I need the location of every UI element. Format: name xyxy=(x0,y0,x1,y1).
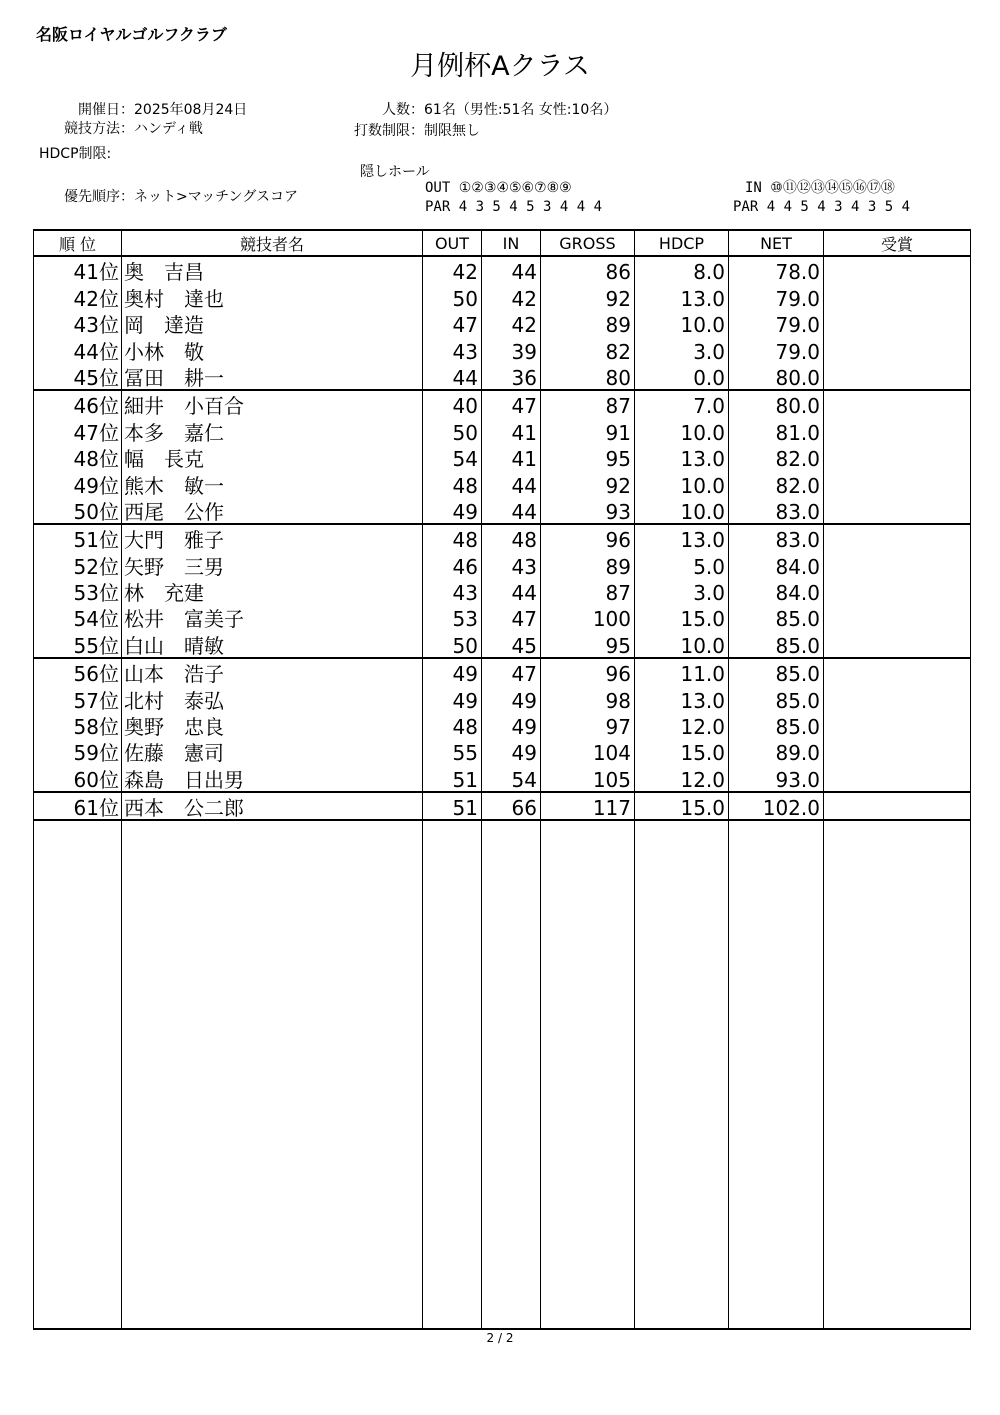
cell-rank: 61位 xyxy=(34,792,122,820)
cell-net: 85.0 xyxy=(729,685,824,711)
info-date: 開催日：2025年08月24日 xyxy=(40,101,247,119)
cell-hdcp: 11.0 xyxy=(635,658,729,685)
cell-hdcp: 15.0 xyxy=(635,792,729,820)
cell-in: 42 xyxy=(482,283,541,309)
cell-net: 102.0 xyxy=(729,792,824,820)
cell-out: 43 xyxy=(423,336,482,362)
info-priority: 優先順序：ネット>マッチングスコア xyxy=(40,188,298,206)
cell-award xyxy=(824,551,971,577)
cell-hdcp: 12.0 xyxy=(635,764,729,791)
page-number: 2 / 2 xyxy=(486,1331,514,1345)
cell-award xyxy=(824,685,971,711)
cell-out: 51 xyxy=(423,764,482,791)
cell-rank: 50位 xyxy=(34,497,122,524)
cell-out: 49 xyxy=(423,685,482,711)
cell-gross: 89 xyxy=(541,551,635,577)
cell-rank: 60位 xyxy=(34,764,122,791)
out-label: OUT xyxy=(425,180,451,196)
cell-rank: 54位 xyxy=(34,604,122,630)
table-row xyxy=(34,604,971,630)
cell-gross: 87 xyxy=(541,578,635,604)
cell-award xyxy=(824,578,971,604)
cell-gross: 82 xyxy=(541,336,635,362)
cell-gross: 98 xyxy=(541,685,635,711)
cell-net: 83.0 xyxy=(729,524,824,551)
cell-gross: 80 xyxy=(541,363,635,390)
cell-hdcp: 10.0 xyxy=(635,417,729,443)
cell-hdcp: 10.0 xyxy=(635,630,729,657)
cell-rank: 48位 xyxy=(34,444,122,470)
cell-name: 岡 達造 xyxy=(122,310,423,336)
cell-out: 53 xyxy=(423,604,482,630)
cell-name: 奥村 達也 xyxy=(122,283,423,309)
cell-hdcp: 13.0 xyxy=(635,444,729,470)
cell-gross: 96 xyxy=(541,658,635,685)
hidden-hole-label: 隠しホール xyxy=(360,164,430,180)
cell-award xyxy=(824,470,971,496)
cell-gross: 117 xyxy=(541,792,635,820)
cell-award xyxy=(824,444,971,470)
cell-rank: 46位 xyxy=(34,390,122,417)
table-filler xyxy=(34,820,971,1329)
table-row xyxy=(34,256,971,283)
cell-net: 85.0 xyxy=(729,658,824,685)
cell-name: 北村 泰弘 xyxy=(122,685,423,711)
cell-name: 細井 小百合 xyxy=(122,390,423,417)
priority-value: ネット>マッチングスコア xyxy=(134,189,299,205)
out-hole-numbers: ①②③④⑤⑥⑦⑧⑨ xyxy=(458,180,572,196)
cell-in: 39 xyxy=(482,336,541,362)
cell-in: 36 xyxy=(482,363,541,390)
cell-net: 93.0 xyxy=(729,764,824,791)
table-row xyxy=(34,658,971,685)
cell-gross: 95 xyxy=(541,444,635,470)
cell-in: 44 xyxy=(482,497,541,524)
cell-out: 50 xyxy=(423,283,482,309)
cell-name: 白山 晴敏 xyxy=(122,630,423,657)
cell-hdcp: 8.0 xyxy=(635,256,729,283)
col-hdcp: HDCP xyxy=(635,230,729,256)
cell-rank: 51位 xyxy=(34,524,122,551)
col-out: OUT xyxy=(423,230,482,256)
in-label: IN xyxy=(745,180,762,196)
cell-rank: 41位 xyxy=(34,256,122,283)
col-net: NET xyxy=(729,230,824,256)
cell-hdcp: 13.0 xyxy=(635,685,729,711)
cell-name: 奥 吉昌 xyxy=(122,256,423,283)
cell-out: 50 xyxy=(423,630,482,657)
cell-in: 42 xyxy=(482,310,541,336)
cell-gross: 96 xyxy=(541,524,635,551)
cell-in: 49 xyxy=(482,685,541,711)
cell-name: 松井 富美子 xyxy=(122,604,423,630)
out-par-row: PAR 4 3 5 4 5 3 4 4 4 xyxy=(425,199,603,215)
cell-rank: 44位 xyxy=(34,336,122,362)
cell-in: 66 xyxy=(482,792,541,820)
cell-name: 矢野 三男 xyxy=(122,551,423,577)
cell-in: 48 xyxy=(482,524,541,551)
table-row xyxy=(34,336,971,362)
hdcp-limit-label: HDCP制限 xyxy=(39,146,107,162)
cell-out: 46 xyxy=(423,551,482,577)
cell-in: 49 xyxy=(482,738,541,764)
cell-award xyxy=(824,524,971,551)
table-row xyxy=(34,712,971,738)
date-label: 開催日 xyxy=(78,102,120,118)
table-row xyxy=(34,497,971,524)
page-title: 月例杯Aクラス xyxy=(410,51,590,82)
table-row xyxy=(34,310,971,336)
cell-award xyxy=(824,497,971,524)
cell-net: 85.0 xyxy=(729,604,824,630)
col-name: 競技者名 xyxy=(122,230,423,256)
table-row xyxy=(34,390,971,417)
priority-label: 優先順序 xyxy=(64,189,120,205)
cell-name: 冨田 耕一 xyxy=(122,363,423,390)
cell-out: 54 xyxy=(423,444,482,470)
date-value: 2025年08月24日 xyxy=(134,102,248,118)
info-method: 競技方法：ハンディ戦 xyxy=(40,120,203,138)
col-gross: GROSS xyxy=(541,230,635,256)
cell-award xyxy=(824,336,971,362)
cell-gross: 89 xyxy=(541,310,635,336)
cell-award xyxy=(824,310,971,336)
cell-hdcp: 13.0 xyxy=(635,283,729,309)
cell-in: 44 xyxy=(482,256,541,283)
cell-name: 幅 長克 xyxy=(122,444,423,470)
cell-name: 大門 雅子 xyxy=(122,524,423,551)
cell-net: 79.0 xyxy=(729,336,824,362)
cell-net: 78.0 xyxy=(729,256,824,283)
col-in: IN xyxy=(482,230,541,256)
cell-gross: 97 xyxy=(541,712,635,738)
cell-net: 85.0 xyxy=(729,630,824,657)
table-row xyxy=(34,551,971,577)
cell-award xyxy=(824,712,971,738)
cell-hdcp: 5.0 xyxy=(635,551,729,577)
cell-name: 佐藤 憲司 xyxy=(122,738,423,764)
cell-rank: 49位 xyxy=(34,470,122,496)
cell-net: 82.0 xyxy=(729,444,824,470)
cell-net: 84.0 xyxy=(729,551,824,577)
col-award: 受賞 xyxy=(824,230,971,256)
table-row xyxy=(34,283,971,309)
stroke-limit-value: 制限無し xyxy=(424,123,480,139)
cell-award xyxy=(824,417,971,443)
cell-net: 82.0 xyxy=(729,470,824,496)
table-row xyxy=(34,685,971,711)
cell-gross: 92 xyxy=(541,470,635,496)
cell-rank: 57位 xyxy=(34,685,122,711)
table-row xyxy=(34,470,971,496)
cell-name: 小林 敬 xyxy=(122,336,423,362)
cell-out: 44 xyxy=(423,363,482,390)
table-row xyxy=(34,738,971,764)
cell-hdcp: 7.0 xyxy=(635,390,729,417)
cell-out: 47 xyxy=(423,310,482,336)
info-hdcp-limit: HDCP制限: xyxy=(39,146,112,162)
cell-award xyxy=(824,738,971,764)
cell-net: 80.0 xyxy=(729,390,824,417)
col-rank: 順 位 xyxy=(34,230,122,256)
cell-rank: 58位 xyxy=(34,712,122,738)
cell-in: 43 xyxy=(482,551,541,577)
cell-in: 47 xyxy=(482,390,541,417)
cell-gross: 92 xyxy=(541,283,635,309)
method-value: ハンディ戦 xyxy=(134,121,203,137)
info-count: 人数：61名（男性:51名 女性:10名） xyxy=(320,101,617,119)
in-holes-row xyxy=(745,181,895,195)
cell-net: 81.0 xyxy=(729,417,824,443)
cell-gross: 91 xyxy=(541,417,635,443)
cell-out: 42 xyxy=(423,256,482,283)
count-value: 61名（男性:51名 女性:10名） xyxy=(424,102,618,118)
results-table xyxy=(33,229,971,1330)
cell-net: 83.0 xyxy=(729,497,824,524)
stroke-limit-label: 打数制限 xyxy=(354,123,410,139)
cell-rank: 56位 xyxy=(34,658,122,685)
table-row xyxy=(34,630,971,657)
cell-out: 48 xyxy=(423,524,482,551)
cell-rank: 53位 xyxy=(34,578,122,604)
cell-in: 49 xyxy=(482,712,541,738)
cell-in: 45 xyxy=(482,630,541,657)
cell-out: 55 xyxy=(423,738,482,764)
cell-gross: 100 xyxy=(541,604,635,630)
cell-out: 51 xyxy=(423,792,482,820)
cell-in: 44 xyxy=(482,578,541,604)
cell-award xyxy=(824,256,971,283)
cell-out: 50 xyxy=(423,417,482,443)
cell-name: 奥野 忠良 xyxy=(122,712,423,738)
cell-hdcp: 3.0 xyxy=(635,578,729,604)
cell-award xyxy=(824,390,971,417)
table-row xyxy=(34,363,971,390)
cell-rank: 59位 xyxy=(34,738,122,764)
table-row xyxy=(34,792,971,820)
cell-gross: 104 xyxy=(541,738,635,764)
cell-net: 89.0 xyxy=(729,738,824,764)
table-row xyxy=(34,764,971,791)
cell-hdcp: 10.0 xyxy=(635,470,729,496)
cell-in: 44 xyxy=(482,470,541,496)
cell-in: 41 xyxy=(482,444,541,470)
cell-name: 熊木 敏一 xyxy=(122,470,423,496)
cell-name: 森島 日出男 xyxy=(122,764,423,791)
cell-rank: 45位 xyxy=(34,363,122,390)
cell-gross: 95 xyxy=(541,630,635,657)
cell-gross: 93 xyxy=(541,497,635,524)
table-row xyxy=(34,524,971,551)
table-header xyxy=(34,230,971,256)
cell-award xyxy=(824,363,971,390)
cell-in: 47 xyxy=(482,658,541,685)
in-hole-numbers: ⑩⑪⑫⑬⑭⑮⑯⑰⑱ xyxy=(770,180,895,196)
cell-name: 林 充建 xyxy=(122,578,423,604)
cell-name: 西尾 公作 xyxy=(122,497,423,524)
cell-award xyxy=(824,283,971,309)
cell-net: 80.0 xyxy=(729,363,824,390)
cell-gross: 105 xyxy=(541,764,635,791)
cell-name: 本多 嘉仁 xyxy=(122,417,423,443)
cell-net: 85.0 xyxy=(729,712,824,738)
cell-out: 48 xyxy=(423,712,482,738)
cell-rank: 42位 xyxy=(34,283,122,309)
cell-rank: 52位 xyxy=(34,551,122,577)
cell-out: 49 xyxy=(423,658,482,685)
cell-in: 41 xyxy=(482,417,541,443)
cell-net: 79.0 xyxy=(729,283,824,309)
cell-name: 西本 公二郎 xyxy=(122,792,423,820)
table-row xyxy=(34,444,971,470)
method-label: 競技方法 xyxy=(64,121,120,137)
cell-out: 49 xyxy=(423,497,482,524)
cell-award xyxy=(824,604,971,630)
cell-in: 54 xyxy=(482,764,541,791)
cell-rank: 47位 xyxy=(34,417,122,443)
cell-award xyxy=(824,792,971,820)
cell-in: 47 xyxy=(482,604,541,630)
count-label: 人数 xyxy=(382,102,410,118)
table-row xyxy=(34,417,971,443)
cell-net: 84.0 xyxy=(729,578,824,604)
cell-name: 山本 浩子 xyxy=(122,658,423,685)
cell-hdcp: 15.0 xyxy=(635,738,729,764)
cell-award xyxy=(824,630,971,657)
cell-out: 48 xyxy=(423,470,482,496)
cell-hdcp: 12.0 xyxy=(635,712,729,738)
cell-hdcp: 10.0 xyxy=(635,497,729,524)
cell-gross: 86 xyxy=(541,256,635,283)
cell-hdcp: 3.0 xyxy=(635,336,729,362)
cell-hdcp: 13.0 xyxy=(635,524,729,551)
cell-hdcp: 10.0 xyxy=(635,310,729,336)
cell-hdcp: 15.0 xyxy=(635,604,729,630)
cell-net: 79.0 xyxy=(729,310,824,336)
cell-rank: 55位 xyxy=(34,630,122,657)
cell-award xyxy=(824,658,971,685)
cell-award xyxy=(824,764,971,791)
table-row xyxy=(34,578,971,604)
cell-out: 40 xyxy=(423,390,482,417)
in-par-row: PAR 4 4 5 4 3 4 3 5 4 xyxy=(733,199,911,215)
cell-gross: 87 xyxy=(541,390,635,417)
info-stroke-limit: 打数制限：制限無し xyxy=(320,122,480,140)
out-holes-row xyxy=(425,181,572,195)
cell-out: 43 xyxy=(423,578,482,604)
cell-rank: 43位 xyxy=(34,310,122,336)
club-name: 名阪ロイヤルゴルフクラブ xyxy=(36,25,227,44)
cell-hdcp: 0.0 xyxy=(635,363,729,390)
